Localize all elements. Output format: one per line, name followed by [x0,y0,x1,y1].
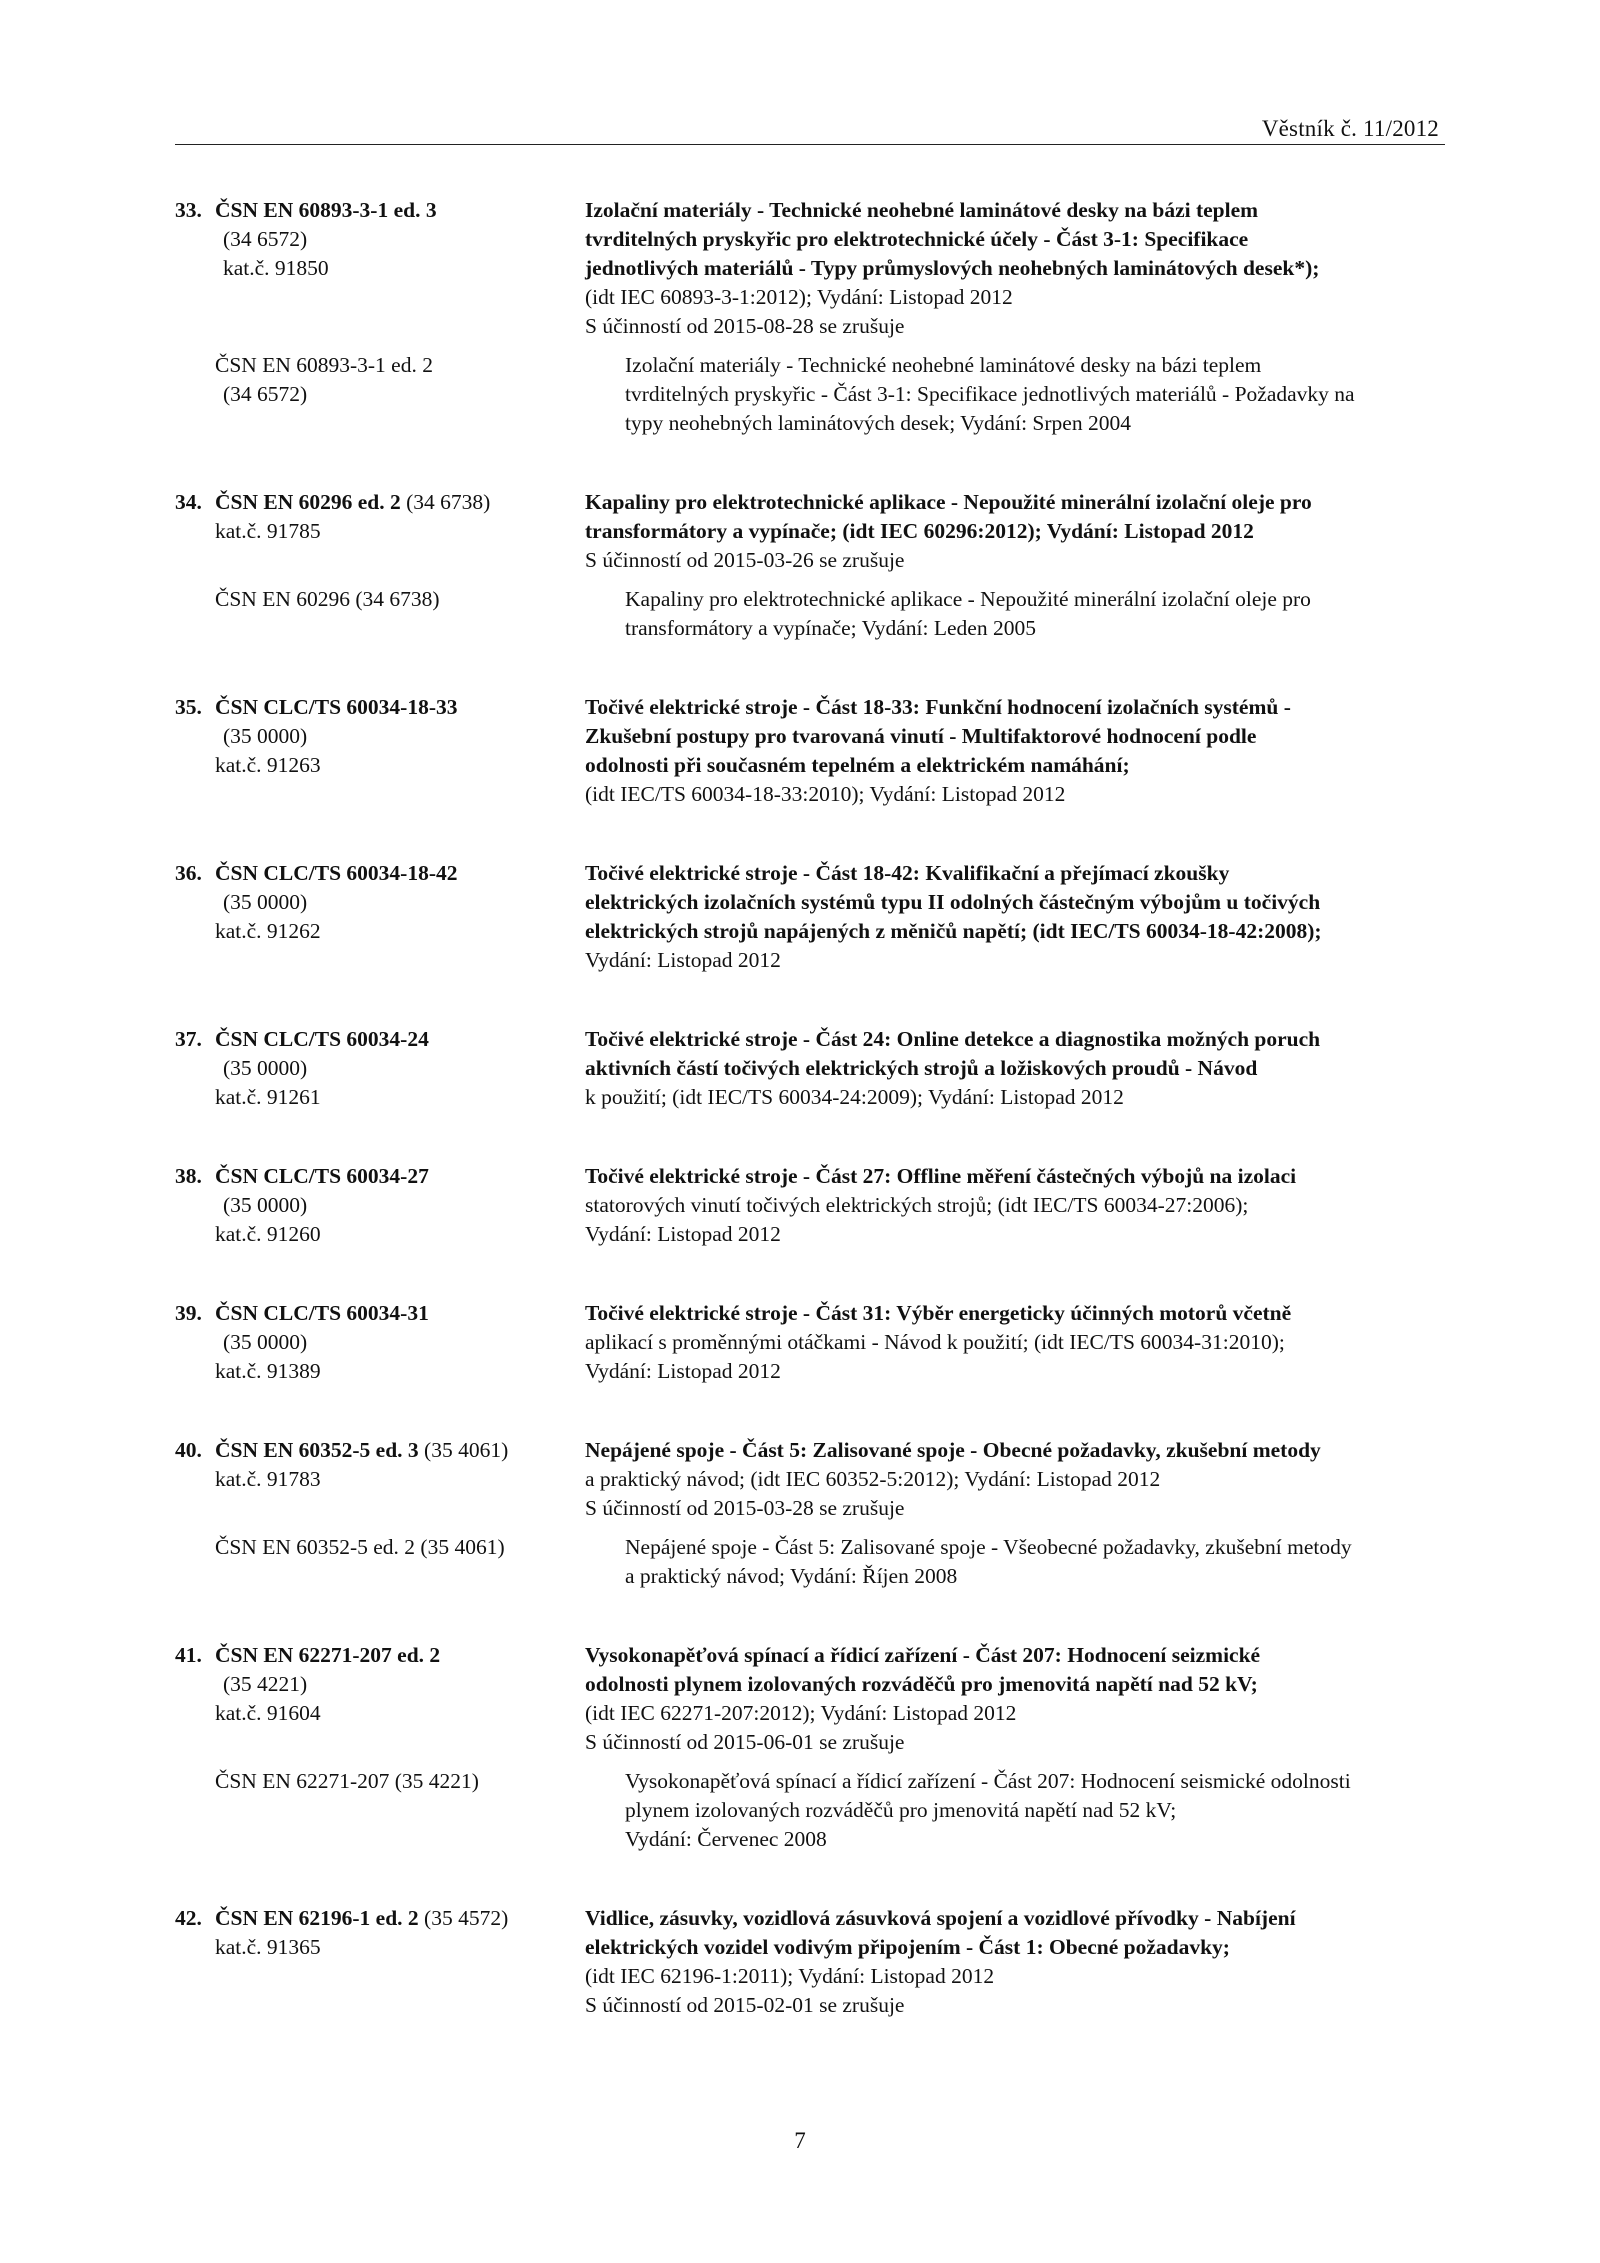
new-standard [175,488,1445,575]
title-line: Kapaliny pro elektrotechnické aplikace - Nepoužité minerální izolační oleje pro [625,587,1311,611]
entry-number: 42. [175,1906,202,1930]
standard-code: ČSN EN 60352-5 ed. 3 [215,1438,419,1462]
title-line: k použití; (idt IEC/TS 60034-24:2009); Vydání: Listopad 2012 [585,1085,1124,1109]
entry-number: 39. [175,1301,202,1325]
classification-code: (34 6572) [223,382,308,406]
classification-code: (35 0000) [223,1330,308,1354]
title-line: typy neohebných laminátových desek; Vydání: Srpen 2004 [625,411,1131,435]
title-line: tvrditelných pryskyřic - Část 3-1: Specifikace jednotlivých materiálů - Požadavky na [625,382,1355,406]
catalog-number: kat.č. 91389 [215,1359,321,1383]
classification-code: (35 0000) [223,724,308,748]
entry-42 [175,1904,1445,2020]
standards-list [175,196,1445,2070]
title-line: Nepájené spoje - Část 5: Zalisované spoje - Obecné požadavky, zkušební metody [585,1438,1321,1462]
entry-37 [175,1025,1445,1112]
catalog-number: kat.č. 91604 [215,1701,321,1725]
standard-code: ČSN EN 60296 ed. 2 [215,490,401,514]
title-line: Točivé elektrické stroje - Část 27: Offline měření částečných výbojů na izolaci [585,1164,1297,1188]
entry-34 [175,488,1445,643]
edition-line: (idt IEC 60893-3-1:2012); Vydání: Listopad 2012 [585,285,1013,309]
standard-code: ČSN CLC/TS 60034-24 [215,1027,429,1051]
entry-number: 35. [175,695,202,719]
entry-number: 38. [175,1164,202,1188]
catalog-number: kat.č. 91365 [215,1935,321,1959]
classification-code: (34 6572) [223,227,308,251]
title-line: Izolační materiály - Technické neohebné laminátové desky na bázi teplem [625,353,1262,377]
title-line: elektrických izolačních systémů typu II odolných částečným výbojům u točivých [585,890,1321,914]
classification-code: (35 4061) [424,1438,509,1462]
standard-code: ČSN CLC/TS 60034-18-42 [215,861,458,885]
standard-code: ČSN EN 60893-3-1 ed. 2 [215,353,433,377]
title-line: plynem izolovaných rozváděčů pro jmenovitá napětí nad 52 kV; [625,1798,1177,1822]
title-line: odolnosti při současném tepelném a elektrickém namáhání; [585,753,1130,777]
title-line: jednotlivých materiálů - Typy průmyslových neohebných laminátových desek*); [585,256,1320,280]
replaced-standard [175,585,1445,643]
title-line: Vidlice, zásuvky, vozidlová zásuvková spojení a vozidlové přívodky - Nabíjení [585,1906,1296,1930]
standard-code: ČSN EN 60296 (34 6738) [215,587,440,611]
title-line: Izolační materiály - Technické neohebné laminátové desky na bázi teplem [585,198,1259,222]
title-line: Točivé elektrické stroje - Část 31: Výběr energeticky účinných motorů včetně [585,1301,1292,1325]
entry-38 [175,1162,1445,1249]
catalog-number: kat.č. 91785 [215,519,321,543]
entry-41 [175,1641,1445,1854]
entry-33 [175,196,1445,438]
entry-number: 33. [175,198,202,222]
validity-line: S účinností od 2015-03-26 se zrušuje [585,548,905,572]
validity-line: S účinností od 2015-03-28 se zrušuje [585,1496,905,1520]
validity-line: S účinností od 2015-08-28 se zrušuje [585,314,905,338]
entry-number: 36. [175,861,202,885]
new-standard [175,196,1445,341]
classification-code: (35 0000) [223,890,308,914]
new-standard [175,1641,1445,1757]
entry-number: 37. [175,1027,202,1051]
entry-40 [175,1436,1445,1591]
title-line: transformátory a vypínače; (idt IEC 60296:2012); Vydání: Listopad 2012 [585,519,1254,543]
validity-line: S účinností od 2015-02-01 se zrušuje [585,1993,905,2017]
catalog-number: kat.č. 91783 [215,1467,321,1491]
classification-code: (34 6738) [406,490,491,514]
title-line: elektrických vozidel vodivým připojením - Část 1: Obecné požadavky; [585,1935,1230,1959]
page-header [175,110,1445,145]
title-line: Vysokonapěťová spínací a řídicí zařízení - Část 207: Hodnocení seismické odolnosti [625,1769,1351,1793]
title-line: Nepájené spoje - Část 5: Zalisované spoje - Všeobecné požadavky, zkušební metody [625,1535,1352,1559]
standard-code: ČSN EN 62196-1 ed. 2 [215,1906,419,1930]
catalog-number: kat.č. 91263 [215,753,321,777]
title-line: aktivních částí točivých elektrických strojů a ložiskových proudů - Návod [585,1056,1258,1080]
catalog-number: kat.č. 91262 [215,919,321,943]
standard-code: ČSN EN 62271-207 ed. 2 [215,1643,441,1667]
title-line: Kapaliny pro elektrotechnické aplikace - Nepoužité minerální izolační oleje pro [585,490,1312,514]
journal-issue: Věstník č. 11/2012 [1261,116,1439,141]
title-line: Točivé elektrické stroje - Část 18-42: Kvalifikační a přejímací zkoušky [585,861,1230,885]
title-line: aplikací s proměnnými otáčkami - Návod k použití; (idt IEC/TS 60034-31:2010); [585,1330,1285,1354]
entry-number: 40. [175,1438,202,1462]
standard-code: ČSN CLC/TS 60034-31 [215,1301,429,1325]
validity-line: S účinností od 2015-06-01 se zrušuje [585,1730,905,1754]
title-line: tvrditelných pryskyřic pro elektrotechnické účely - Část 3-1: Specifikace [585,227,1249,251]
title-line: Točivé elektrické stroje - Část 24: Online detekce a diagnostika možných poruch [585,1027,1321,1051]
catalog-number: kat.č. 91850 [223,256,329,280]
edition-line: Vydání: Listopad 2012 [585,948,781,972]
classification-code: (35 0000) [223,1193,308,1217]
edition-line: (idt IEC/TS 60034-18-33:2010); Vydání: Listopad 2012 [585,782,1066,806]
standard-code: ČSN EN 60893-3-1 ed. 3 [215,198,437,222]
replaced-standard [175,1767,1445,1854]
entry-36 [175,859,1445,975]
edition-line: (idt IEC 62271-207:2012); Vydání: Listopad 2012 [585,1701,1017,1725]
page-number: 7 [794,2128,806,2153]
title-line: elektrických strojů napájených z měničů napětí; (idt IEC/TS 60034-18-42:2008); [585,919,1322,943]
edition-line: Vydání: Listopad 2012 [585,1222,781,1246]
catalog-number: kat.č. 91260 [215,1222,321,1246]
classification-code: (35 4221) [223,1672,308,1696]
title-line: Točivé elektrické stroje - Část 18-33: Funkční hodnocení izolačních systémů - [585,695,1291,719]
edition-line: Vydání: Listopad 2012 [585,1359,781,1383]
classification-code: (35 4572) [424,1906,509,1930]
entry-39 [175,1299,1445,1386]
title-line: a praktický návod; Vydání: Říjen 2008 [625,1564,958,1588]
title-line: transformátory a vypínače; Vydání: Leden 2005 [625,616,1036,640]
standard-code: ČSN EN 60352-5 ed. 2 (35 4061) [215,1535,505,1559]
catalog-number: kat.č. 91261 [215,1085,321,1109]
standard-code: ČSN CLC/TS 60034-27 [215,1164,429,1188]
replaced-standard [175,1533,1445,1591]
standard-code: ČSN CLC/TS 60034-18-33 [215,695,458,719]
classification-code: (35 0000) [223,1056,308,1080]
title-line: Zkušební postupy pro tvarovaná vinutí - Multifaktorové hodnocení podle [585,724,1257,748]
entry-number: 41. [175,1643,202,1667]
replaced-standard [175,351,1445,438]
title-line: odolnosti plynem izolovaných rozváděčů pro jmenovitá napětí nad 52 kV; [585,1672,1258,1696]
title-line: a praktický návod; (idt IEC 60352-5:2012); Vydání: Listopad 2012 [585,1467,1161,1491]
new-standard [175,1904,1445,2020]
standard-code: ČSN EN 62271-207 (35 4221) [215,1769,479,1793]
new-standard [175,1436,1445,1523]
title-line: Vysokonapěťová spínací a řídicí zařízení - Část 207: Hodnocení seizmické [585,1643,1261,1667]
edition-line: Vydání: Červenec 2008 [625,1827,827,1851]
edition-line: (idt IEC 62196-1:2011); Vydání: Listopad 2012 [585,1964,995,1988]
entry-number: 34. [175,490,202,514]
entry-35 [175,693,1445,809]
title-line: statorových vinutí točivých elektrických strojů; (idt IEC/TS 60034-27:2006); [585,1193,1249,1217]
